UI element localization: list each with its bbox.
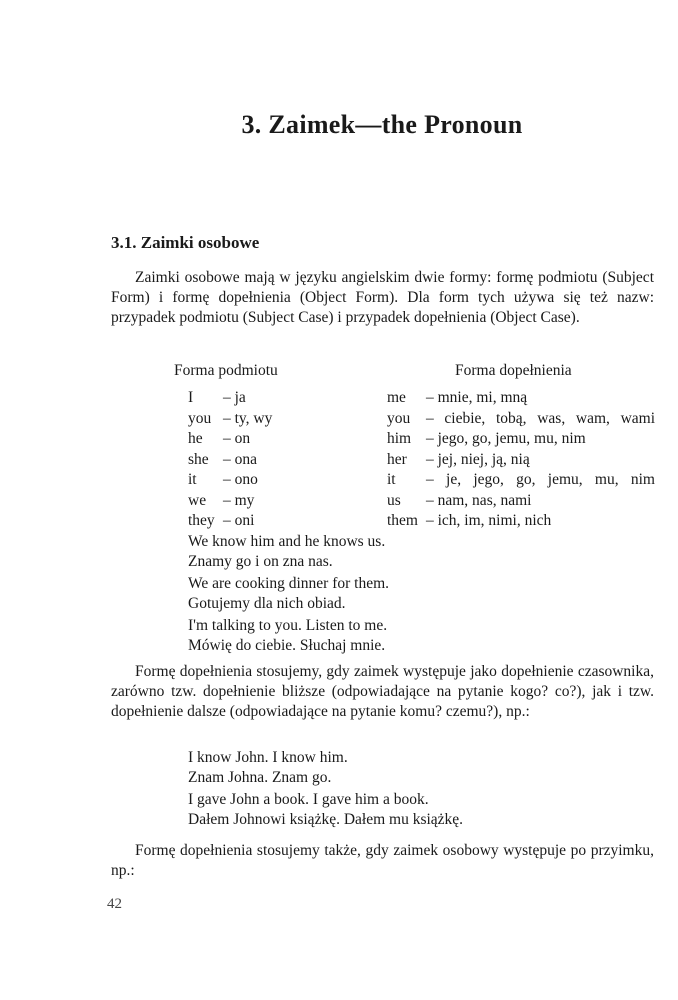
pronoun-en: her bbox=[387, 450, 407, 468]
object-form-row bbox=[387, 511, 655, 532]
subject-form-row bbox=[188, 491, 272, 512]
pronoun-pl: – mnie, mi, mną bbox=[426, 389, 528, 406]
subject-form-header: Forma podmiotu bbox=[174, 362, 278, 379]
example-polish: Mówię do ciebie. Słuchaj mnie. bbox=[188, 637, 386, 654]
pronoun-en: it bbox=[387, 471, 396, 488]
pronoun-pl: – jej, niej, ją, nią bbox=[426, 450, 530, 468]
example-pair bbox=[188, 790, 463, 830]
pronoun-en: she bbox=[188, 450, 209, 468]
example-english: I'm talking to you. Listen to me. bbox=[188, 617, 388, 634]
object-form-row bbox=[387, 491, 655, 512]
object-verb-paragraph bbox=[111, 662, 654, 722]
object-form-header: Forma dopełnienia bbox=[455, 362, 572, 379]
pronoun-en: him bbox=[387, 430, 412, 447]
preposition-paragraph bbox=[111, 841, 654, 881]
pronoun-pl: – oni bbox=[223, 512, 255, 529]
pronoun-en: I bbox=[188, 389, 194, 406]
example-pair bbox=[188, 748, 463, 788]
intro-text: Zaimki osobowe mają w języku angielskim dwie formy: formę podmiotu (Subject Form) i formę dopełnienia (Object Form). Dla form tych używa się też nazw: przypadek podmiotu (Subject Case) i przypadek dopełnienia (Object Case). bbox=[111, 269, 654, 326]
pronoun-pl: – je, jego, go, jemu, mu, nim bbox=[426, 471, 655, 488]
example-polish: Znam Johna. Znam go. bbox=[188, 769, 332, 786]
subject-form-list bbox=[188, 388, 272, 532]
pronoun-pl: – nam, nas, nami bbox=[426, 491, 532, 509]
pronoun-pl: – ja bbox=[223, 389, 246, 406]
pronoun-pl: – my bbox=[223, 491, 255, 509]
object-form-row bbox=[387, 388, 655, 409]
subject-form-row bbox=[188, 429, 272, 450]
subject-form-row bbox=[188, 388, 272, 409]
pronoun-pl: – ono bbox=[223, 471, 258, 488]
example-block-1 bbox=[188, 532, 389, 657]
pronoun-pl: – ona bbox=[223, 450, 258, 468]
example-english: We know him and he knows us. bbox=[188, 533, 386, 550]
pronoun-en: we bbox=[188, 491, 207, 509]
pronoun-pl: – ciebie, tobą, was, wam, wami bbox=[426, 409, 655, 427]
example-polish: Znamy go i on zna nas. bbox=[188, 553, 333, 570]
subject-form-row bbox=[188, 409, 272, 430]
object-form-row bbox=[387, 470, 655, 491]
section-title: 3.1. Zaimki osobowe bbox=[111, 233, 260, 252]
pronoun-en: you bbox=[188, 409, 212, 427]
intro-paragraph bbox=[111, 268, 654, 328]
pronoun-pl: – jego, go, jemu, mu, nim bbox=[426, 430, 586, 447]
pronoun-en: you bbox=[387, 409, 411, 427]
example-polish: Gotujemy dla nich obiad. bbox=[188, 595, 346, 612]
pronoun-en: us bbox=[387, 491, 401, 509]
subject-form-row bbox=[188, 511, 272, 532]
pronoun-pl: – on bbox=[223, 430, 251, 447]
preposition-text: Formę dopełnienia stosujemy także, gdy zaimek osobowy występuje po przyimku, np.: bbox=[111, 842, 654, 879]
subject-form-row bbox=[188, 450, 272, 471]
example-english: I gave John a book. I gave him a book. bbox=[188, 791, 429, 808]
object-form-list bbox=[387, 388, 655, 532]
page-number: 42 bbox=[107, 896, 122, 912]
pronoun-en: me bbox=[387, 389, 406, 406]
pronoun-en: them bbox=[387, 512, 418, 529]
example-polish: Dałem Johnowi książkę. Dałem mu książkę. bbox=[188, 811, 464, 828]
pronoun-en: they bbox=[188, 512, 215, 529]
pronoun-pl: – ty, wy bbox=[223, 409, 273, 427]
pronoun-pl: – ich, im, nimi, nich bbox=[426, 512, 552, 529]
example-pair bbox=[188, 574, 389, 614]
object-form-row bbox=[387, 450, 655, 471]
example-pair bbox=[188, 532, 389, 572]
pronoun-en: he bbox=[188, 430, 203, 447]
object-form-row bbox=[387, 409, 655, 430]
example-pair bbox=[188, 616, 389, 656]
chapter-title: 3. Zaimek—the Pronoun bbox=[241, 110, 523, 139]
object-form-row bbox=[387, 429, 655, 450]
example-block-2 bbox=[188, 748, 463, 831]
object-verb-text: Formę dopełnienia stosujemy, gdy zaimek występuje jako dopełnienie czasownika, zarówno tzw. dopełnienie bliższe (odpowiadające na pytanie kogo? co?), jak i tzw. dopełnienie dalsze (odpowiadające na pytanie komu? czemu?), np.: bbox=[111, 663, 654, 720]
example-english: I know John. I know him. bbox=[188, 749, 348, 766]
subject-form-row bbox=[188, 470, 272, 491]
pronoun-en: it bbox=[188, 471, 197, 488]
example-english: We are cooking dinner for them. bbox=[188, 575, 390, 592]
